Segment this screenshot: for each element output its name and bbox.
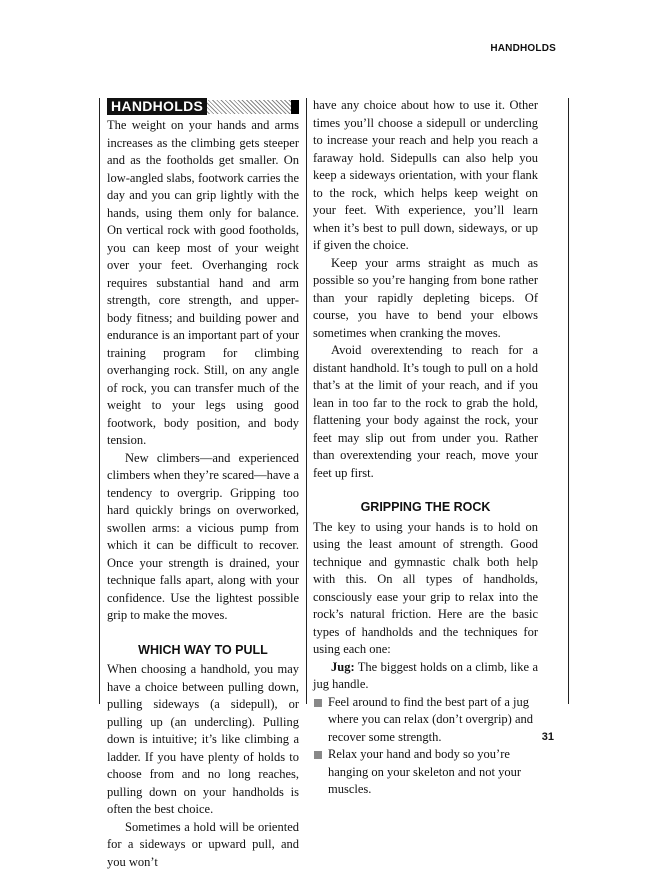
right-column <box>313 97 538 799</box>
body-paragraph: New climbers—and experienced climbers when they’re scared—have a tendency to overgrip. Gripping too hard quickly brings on overworked, swollen arms: a vicious pump from which it can be difficult to recover. Once your strength is drained, your technique falls apart, along with your confidence. Use the lightest possible grip to make the moves. <box>107 450 299 625</box>
page-number: 31 <box>542 731 554 743</box>
square-bullet-icon <box>314 699 322 707</box>
jug-term: Jug: <box>331 660 355 674</box>
body-paragraph: When choosing a handhold, you may have a choice between pulling down, pulling sideways (a sidepull), or pulling up (an undercling). Pulling down is intuitive; it’s like climbing a ladder. If you have plenty of holds to choose from and no long reaches, pulling down on your handholds is often the best choice. <box>107 661 299 819</box>
running-head: HANDHOLDS <box>490 43 556 54</box>
jug-definition <box>313 659 538 694</box>
body-paragraph: Avoid overextending to reach for a distant handhold. It’s tough to pull on a hold that’s at the limit of your reach, and if you lean in too far to the rock to grab the hold, flattening your body against the rock, your feet may slip out from under you. Rather than overextending your reach, move your feet up first. <box>313 342 538 482</box>
section-title-band <box>107 97 299 116</box>
bullet-item <box>313 746 538 799</box>
body-paragraph: Sometimes a hold will be oriented for a sideways or upward pull, and you won’t <box>107 819 299 871</box>
center-column-rule <box>306 98 307 704</box>
bullet-text: Relax your hand and body so you’re hanging on your skeleton and not your muscles. <box>328 746 538 799</box>
left-column-rule <box>99 98 100 704</box>
body-paragraph: Keep your arms straight as much as possible so you’re hanging from bone rather than your rapidly depleting biceps. Of course, you have to bend your elbows sometimes when cranking the moves. <box>313 255 538 343</box>
subheading-which-way-to-pull: WHICH WAY TO PULL <box>107 642 299 660</box>
jug-text: The biggest holds on a climb, like a jug handle. <box>313 660 538 692</box>
right-column-rule <box>568 98 569 704</box>
body-paragraph: The key to using your hands is to hold on using the least amount of strength. Good technique and gymnastic chalk both help with this. On all types of handholds, consciously ease your grip to relax into the rock’s natural friction. Here are the basic types of handholds and the techniques for using each one: <box>313 519 538 659</box>
subheading-gripping-the-rock: GRIPPING THE ROCK <box>313 499 538 517</box>
square-bullet-icon <box>314 751 322 759</box>
section-title: HANDHOLDS <box>107 98 207 115</box>
body-paragraph: have any choice about how to use it. Other times you’ll choose a sidepull or undercling to increase your reach and help you reach a faraway hold. Sidepulls can also help you keep a sideways orientation, with your flank to the rock, which helps keep weight on your feet. With experience, you’ll learn when it’s best to pull down, sideways, or up if given the choice. <box>313 97 538 255</box>
bullet-item <box>313 694 538 747</box>
intro-paragraph: The weight on your hands and arms increases as the climbing gets steeper and as the footholds get smaller. On low-angled slabs, footwork carries the day and you can grip lightly with the hands, using them only for balance. On vertical rock with good footholds, you can keep most of your weight over your feet. Overhanging rock requires substantial hand and arm strength, core strength, and upper-body fitness; and building power and endurance is an important part of your training program for climbing overhanging rock. Still, on any angle of rock, you can transfer much of the weight to your legs using good footwork, body position, and body tension. <box>107 117 299 450</box>
left-column <box>107 97 299 871</box>
bullet-text: Feel around to find the best part of a jug where you can relax (don’t overgrip) and recover some strength. <box>328 694 538 747</box>
